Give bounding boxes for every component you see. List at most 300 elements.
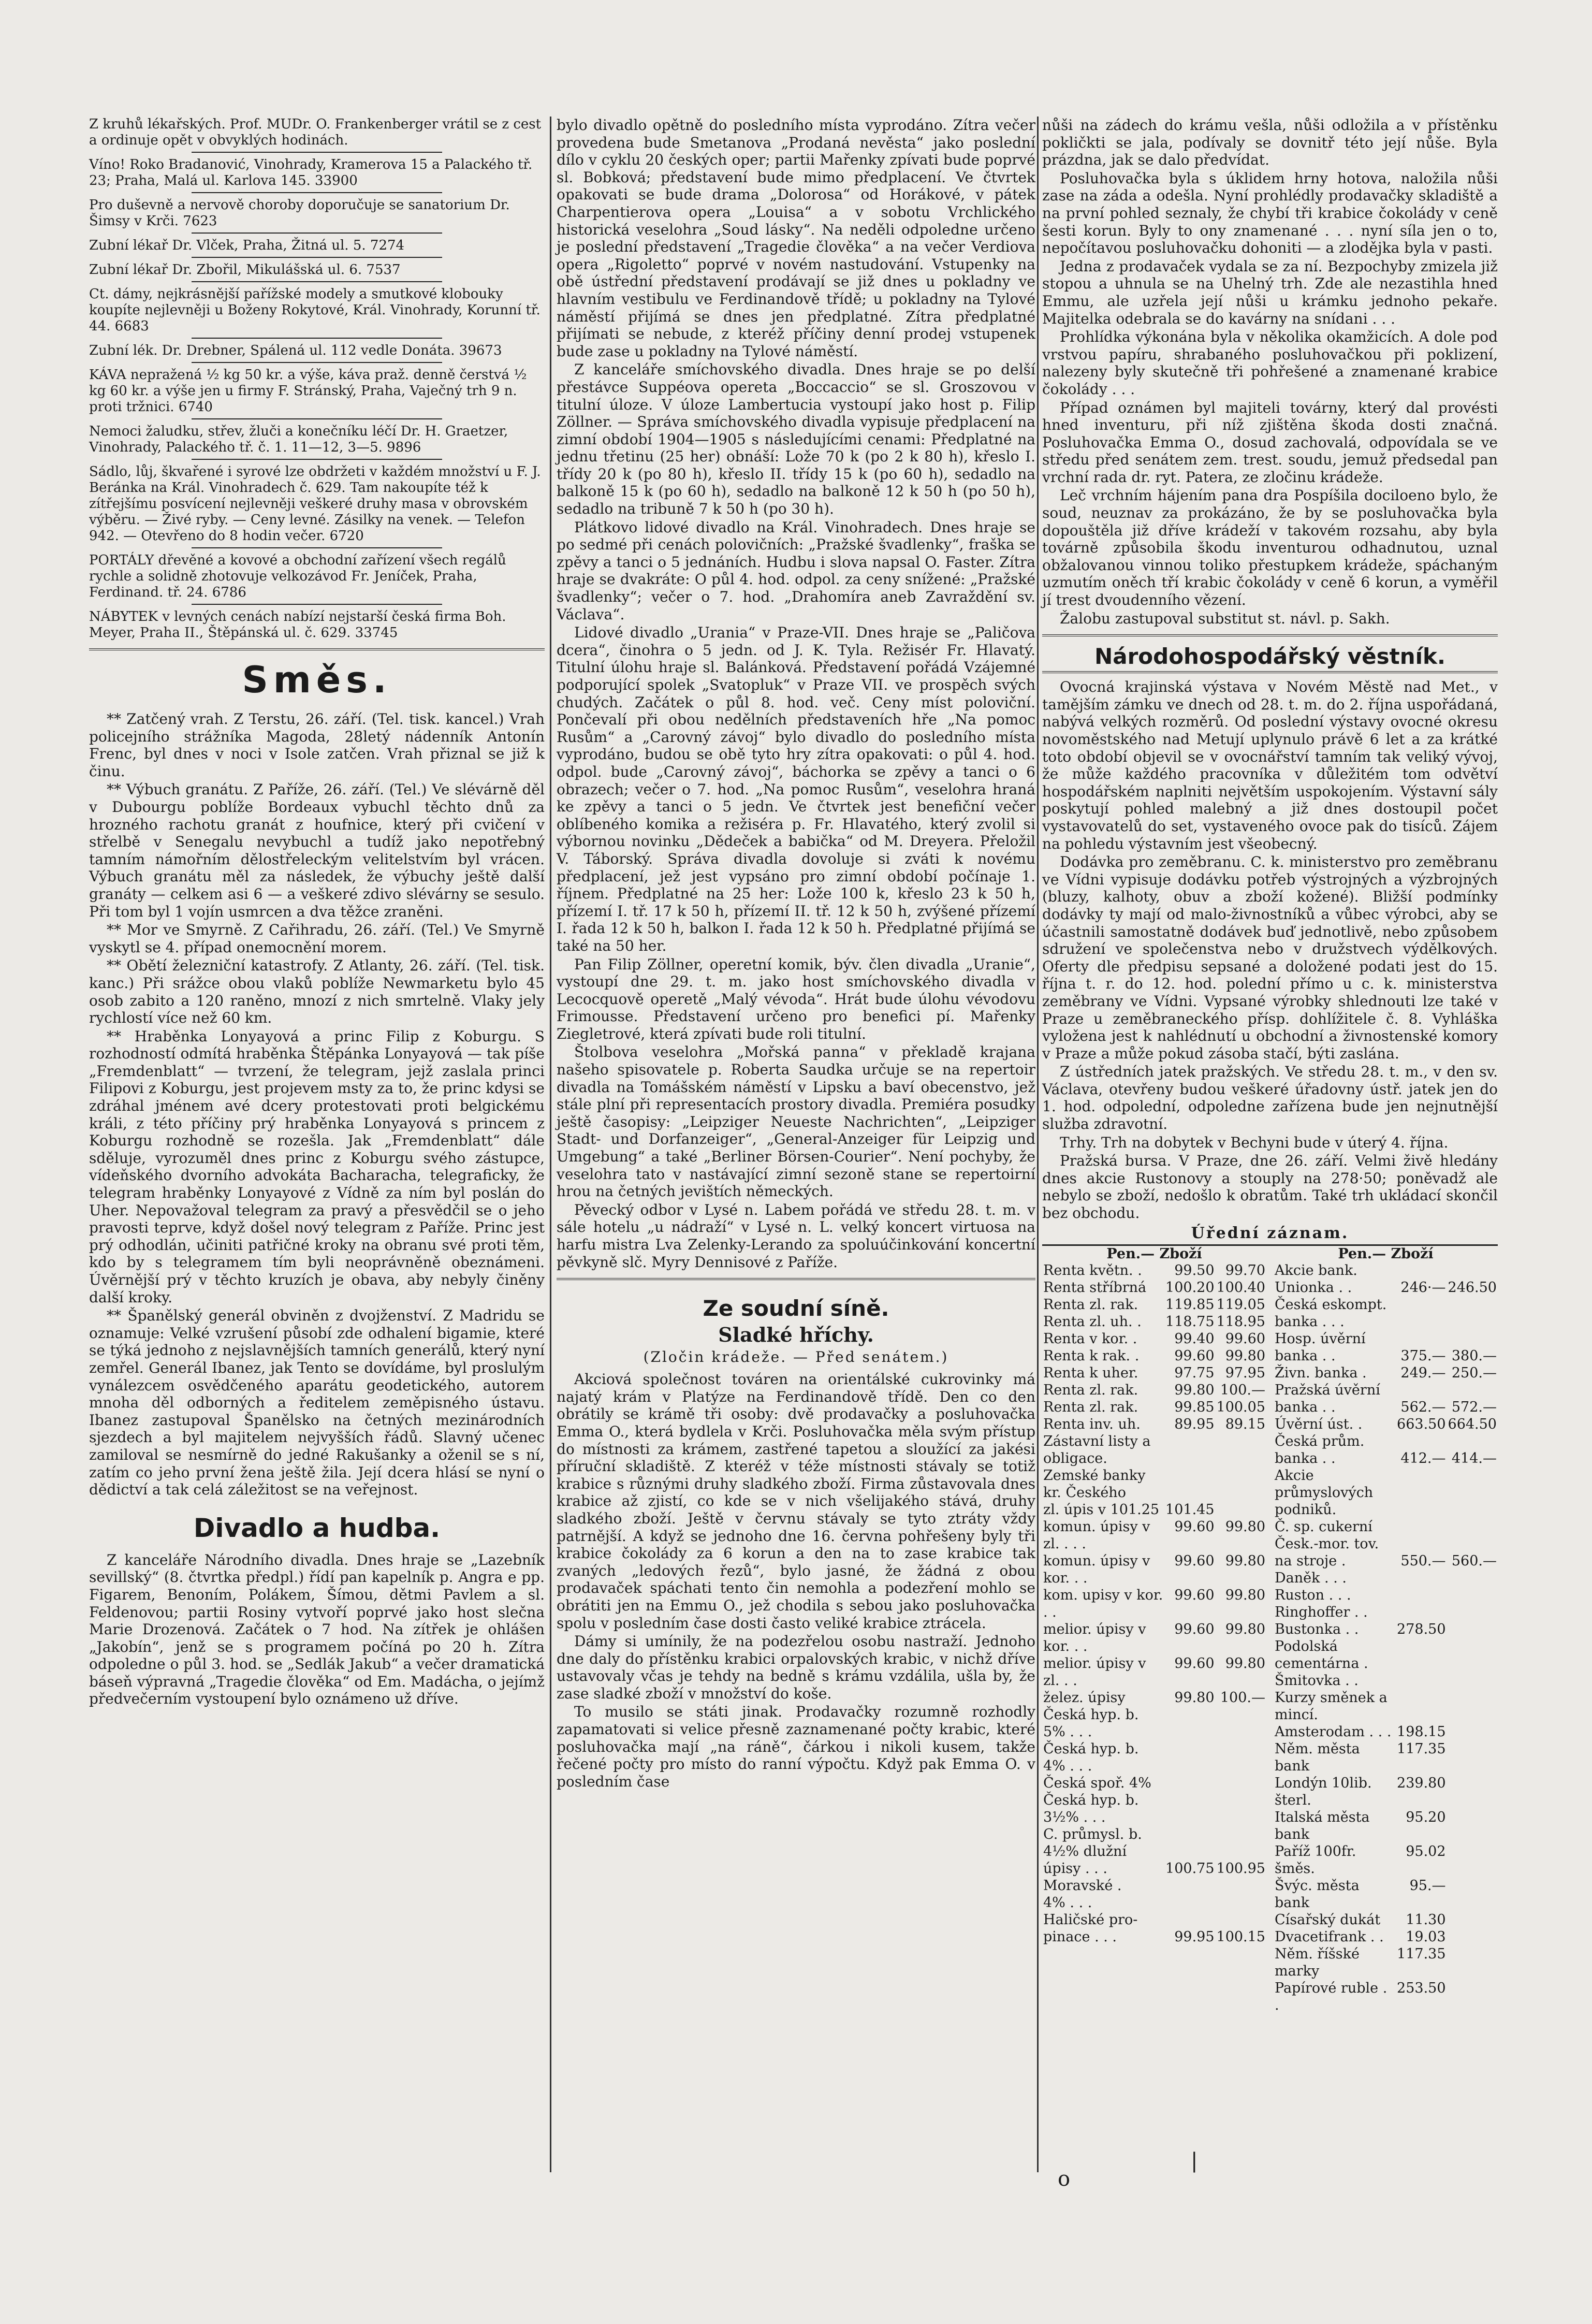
kurs-cell: 253.50 xyxy=(1397,1980,1446,1996)
kurs-row xyxy=(1274,1416,1498,1433)
kurs-cell: 572.— xyxy=(1451,1399,1497,1415)
kurs-row xyxy=(1274,1433,1498,1450)
kurs-cell: Renta v kor. . xyxy=(1043,1330,1137,1347)
kurs-cell: 99.80 xyxy=(1174,1689,1215,1706)
kurs-row xyxy=(1042,1757,1266,1775)
kurs-cell xyxy=(1164,1467,1215,1501)
kurs-cell xyxy=(1396,1467,1447,1518)
ad-sadlo: Sádlo, lůj, škvařené i syrové lze obdržeti v každém množství u F. J. Beránka na Král. Vinohradech č. 629. Tam nakoupíte též k zítřejšímu posvícení nejlevněji veškeré druhy masa v obrovském výběru. — Živé ryby. — Ceny levné. Zásilky na venek. — Telefon 942. — Otevřeno do 8 hodin večer. 6720 xyxy=(89,464,541,544)
section-title-divadlo: Divadlo a hudba. xyxy=(193,1513,441,1543)
kurs-cell: Něm. říšské marky xyxy=(1275,1945,1360,1979)
kurs-cell: 99.80 xyxy=(1225,1518,1265,1535)
article-soud-p7: Případ oznámen byl majiteli továrny, který dal provésti hned inventuru, při níž zjištěna škoda dosti značná. Posluhovačka Emma O., dosud zachovalá, odpovídala se ve středu před senátem zem. trest. soudu, jemuž předsedal pan vrchní rada dr. ryt. Patera, ze zločinu krádeže. xyxy=(1042,399,1498,486)
kurs-cell xyxy=(1216,1826,1266,1843)
kurs-cell: 99.80 xyxy=(1225,1552,1265,1569)
kurs-cell: Bustonka . . xyxy=(1275,1621,1359,1637)
article-soud-p9: Žalobu zastupoval substitut st. návl. p. Sakh. xyxy=(1060,609,1390,627)
kurs-row xyxy=(1042,1313,1266,1330)
kurs-cell: 97.95 xyxy=(1225,1364,1265,1381)
kurs-cell: 560.— xyxy=(1451,1552,1497,1569)
kurs-cell: Česká hyp. b. xyxy=(1043,1740,1139,1757)
kurs-cell: 100.— xyxy=(1220,1689,1265,1706)
article-zollner: Pan Filip Zöllner, operetní komik, býv. člen divadla „Uranie“, vystoupí dne 29. t. m. jako host smíchovského divadla v Lecocquově operetě „Malý vévoda“. Hrát bude úlohu vévodovu Frimousse. Představení určeno pro benefici pí. Mařenky Ziegletrové, která zpívati bude roli titulní. xyxy=(557,955,1035,1042)
kurs-cell: 100.95 xyxy=(1216,1860,1265,1877)
article-spanelsky-general: ** Španělský generál obviněn z dvojženství. Z Madridu se oznamuje: Velké vzrušení působí zde odhalení bigamie, které se týká jednoho z nejslavnějších tamních generálů, který nyní zemřel. Generál Ibanez, jak Tento se dovídáme, byl proslulým vynálezcem osvědčeného aparátu geodetického, autorem mnoha děl odborných a ředitelem zeměpisného ústavu. Ibanez zastupoval Španělsko na četných mezinárodních sjezdech a byl majitelem nejvyšších řádů. Slavný učenec zamiloval se nesmírně do jedné Rakušanky a oženil se s ní, zatím co jeho první žena ještě žila. Její dcera hlásí se nyní o dědictví a tak celá záležitost se na veřejnost. xyxy=(89,1307,545,1499)
kurs-row xyxy=(1274,1638,1498,1672)
ad-damy: Ct. dámy, nejkrásnější pařížské modely a smutkové klobouky koupíte nejlevněji u Boženy Rokytové, Král. Vinohrady, Korunní tř. 44. 6683 xyxy=(89,286,541,334)
kurs-row xyxy=(1042,1706,1266,1723)
kurs-cell xyxy=(1216,1843,1266,1860)
kurs-cell: Renta k uher. xyxy=(1043,1364,1138,1381)
kurs-row xyxy=(1042,1809,1266,1826)
kurs-row xyxy=(1042,1518,1266,1552)
kurs-cell: 99.50 xyxy=(1174,1262,1215,1279)
kurs-cell xyxy=(1164,1706,1215,1723)
kurs-cell xyxy=(1447,1945,1498,1980)
kurs-cell xyxy=(1447,1775,1498,1809)
kurs-cell: 101.45 xyxy=(1165,1501,1215,1518)
kurs-row xyxy=(1042,1433,1266,1467)
kurs-cell xyxy=(1216,1775,1266,1792)
kurs-cell: Renta zl. uh. . xyxy=(1043,1313,1142,1330)
kurs-cell xyxy=(1447,1518,1498,1535)
kurs-row xyxy=(1274,1928,1498,1945)
kurs-cell xyxy=(1447,1689,1498,1723)
kurs-cell: 550.— xyxy=(1400,1552,1446,1569)
kurs-cell: 99.60 xyxy=(1174,1587,1215,1603)
kurs-row xyxy=(1274,1621,1498,1638)
advertisements xyxy=(89,117,545,641)
kurs-row xyxy=(1274,1911,1498,1928)
kurs-cell xyxy=(1447,1621,1498,1638)
kurs-cell: 99.80 xyxy=(1174,1382,1215,1398)
kurs-cell xyxy=(1216,1911,1266,1928)
kurs-cell xyxy=(1447,1740,1498,1775)
kurs-cell xyxy=(1164,1775,1215,1792)
kurs-cell xyxy=(1216,1757,1266,1775)
kurs-cell xyxy=(1164,1723,1215,1740)
kurs-cell: 99.80 xyxy=(1225,1587,1265,1603)
kurs-cell: Akcie bank. xyxy=(1275,1262,1357,1279)
kurs-cell: Renta květn. . xyxy=(1043,1262,1142,1279)
kurs-cell: 95.20 xyxy=(1406,1809,1446,1825)
kurs-cell: Hosp. úvěrní xyxy=(1275,1330,1366,1347)
article-soud-p6: Prohlídka výkonána byla v několika okamžicích. A dole pod vrstvou papíru, shrabaného posluhovačkou při poklizení, nalezeny byly skutečně tři pohřešené a znamenané krabice čokolády . . . xyxy=(1042,328,1498,398)
kurs-row xyxy=(1274,1330,1498,1347)
kurs-row xyxy=(1042,1587,1266,1621)
kurs-cell: 100.05 xyxy=(1216,1399,1265,1415)
kurs-row xyxy=(1274,1535,1498,1552)
kurs-row xyxy=(1042,1689,1266,1706)
kurs-row xyxy=(1042,1501,1266,1518)
article-pevecky-odbor: Pěvecký odbor v Lysé n. Labem pořádá ve středu 28. t. m. v sále hotelu „u nádraží“ v Lysé n. L. velký koncert virtuosa na harfu mistra Lva Zelenky-Lerando za spoluúčinkování koncertní pěvkyně slč. Myry Dennisové z Paříže. xyxy=(557,1201,1035,1271)
kurs-cell: Šmitovka . . xyxy=(1275,1672,1359,1689)
kurs-cell: Amsterodam . . . xyxy=(1275,1723,1392,1740)
kurs-cell xyxy=(1216,1792,1266,1809)
kurs-cell: 100.— xyxy=(1220,1382,1265,1398)
kurs-cell xyxy=(1447,1843,1498,1877)
kurs-cell xyxy=(1396,1296,1447,1313)
kurs-cell xyxy=(1396,1518,1447,1535)
kurs-cell xyxy=(1447,1638,1498,1672)
kurs-row xyxy=(1274,1587,1498,1604)
kurs-row xyxy=(1042,1262,1266,1279)
kurs-cell xyxy=(1396,1570,1447,1587)
kurs-cell xyxy=(1396,1638,1447,1672)
kurs-row xyxy=(1274,1980,1498,2014)
column-1 xyxy=(89,117,545,1709)
kurs-cell: na stroje . xyxy=(1275,1552,1346,1569)
kurs-cell: Něm. města bank xyxy=(1275,1740,1360,1774)
kurs-row xyxy=(1274,1689,1498,1723)
column-3 xyxy=(1042,117,1498,2014)
kurs-cell: 99.60 xyxy=(1174,1655,1215,1672)
kurs-cell: 99.60 xyxy=(1174,1621,1215,1637)
kurs-cell: Unionka . . xyxy=(1275,1279,1352,1296)
article-zatceny-vrah: ** Zatčený vrah. Z Terstu, 26. září. (Tel. tisk. kancel.) Vrah policejního strážníka Magoda, 28letý nádenník Antonín Frenc, byl dnes v noci v Isole zatčen. Vrah přiznal se již k činu. xyxy=(89,710,545,780)
kurs-row xyxy=(1042,1826,1266,1843)
kurs-row xyxy=(1042,1792,1266,1809)
kurs-cell xyxy=(1396,1672,1447,1689)
kurs-cell xyxy=(1396,1587,1447,1604)
kurs-cell: 99.85 xyxy=(1174,1399,1215,1415)
kurs-cell: Londýn 10lib. šterl. xyxy=(1275,1775,1372,1808)
kurs-cell: 89.15 xyxy=(1225,1416,1265,1432)
kurs-cell: melior. úpisy v kor. . . xyxy=(1043,1621,1146,1654)
kurs-cell: Paříž 100fr. šměs. xyxy=(1275,1843,1356,1877)
kurs-cell: C. průmysl. b. xyxy=(1043,1826,1142,1842)
article-jatka: Z ústředních jatek pražských. Ve středu 28. t. m., v den sv. Václava, otevřeny budou veškeré úřadovny ústř. jatek jen do 1. hod. odpolední, odpoledne zařízena bude jen nejnutnější služba zdravotní. xyxy=(1042,1063,1498,1133)
kurs-row xyxy=(1274,1672,1498,1689)
article-title-sladke-hrichy: Sladké hříchy. xyxy=(718,1323,874,1347)
kurs-cell: 119.85 xyxy=(1165,1296,1215,1313)
ink-mark: | xyxy=(1191,2149,1198,2173)
ad-nabytek: NÁBYTEK v levných cenách nabízí nejstarší česká firma Boh. Meyer, Praha II., Štěpánská ul. č. 629. 33745 xyxy=(89,609,506,641)
article-soud-p3: To musilo se státi jinak. Prodavačky rozumně rozhodly zapamatovati si velice přesně zaznamenané počty krabic, které posluhovačka mají „na ráně“, čárkou i nikoli kusem, takže řečené počty pro místo do ranní výpočtu. Když pak Emma O. v posledním čase xyxy=(557,1703,1035,1790)
kurs-cell xyxy=(1164,1757,1215,1775)
kurs-cell xyxy=(1216,1740,1266,1757)
kurs-row xyxy=(1274,1775,1498,1809)
column-divider xyxy=(550,117,551,2172)
kurs-tables xyxy=(1042,1244,1498,2014)
kurs-cell: 562.— xyxy=(1400,1399,1446,1415)
kurs-cell: Akcie průmyslových podniků. xyxy=(1275,1467,1374,1518)
kurs-cell xyxy=(1164,1792,1215,1809)
kurs-row xyxy=(1042,1399,1266,1416)
kurs-row xyxy=(1274,1364,1498,1382)
kurs-row xyxy=(1274,1467,1498,1518)
kurs-cell: banka . . xyxy=(1275,1450,1336,1466)
kurs-cell: 19.03 xyxy=(1406,1928,1446,1945)
kurs-cell: 380.— xyxy=(1451,1347,1497,1364)
kurs-cell xyxy=(1447,1587,1498,1604)
kurs-cell xyxy=(1396,1689,1447,1723)
section-title-narodohospodarsky: Národohospodářský věstník. xyxy=(1094,644,1445,670)
kurs-cell xyxy=(1447,1570,1498,1587)
kurs-cell: 375.— xyxy=(1400,1347,1446,1364)
kurs-cell xyxy=(1164,1826,1215,1843)
kurs-cell xyxy=(1447,1672,1498,1689)
kurs-cell xyxy=(1447,1980,1498,2014)
section-title-smes: Směs. xyxy=(242,659,392,701)
ad-drebner: Zubní lék. Dr. Drebner, Spálená ul. 112 vedle Donáta. 39673 xyxy=(89,343,502,358)
ad-kava: KÁVA nepražená ½ kg 50 kr. a výše, káva praž. denně čerstvá ½ kg 60 kr. a výše jen u firmy F. Stránský, Praha, Vaječný trh 9 n. proti tržnici. 6740 xyxy=(89,367,527,415)
kurs-cell: 117.35 xyxy=(1397,1945,1446,1962)
kurs-row xyxy=(1274,1723,1498,1740)
kurs-cell: Renta inv. uh. xyxy=(1043,1416,1141,1432)
kurs-row xyxy=(1042,1552,1266,1587)
kurs-cell: Švýc. města bank xyxy=(1275,1877,1360,1911)
kurs-cell: pinace . . . xyxy=(1043,1928,1117,1945)
article-mor-smyrna: ** Mor ve Smyrně. Z Cařihradu, 26. září. (Tel.) Ve Smyrně vyskytl se 4. případ onemocnění morem. xyxy=(89,921,545,956)
kurs-cell: 11.30 xyxy=(1406,1911,1446,1928)
kurs-cell xyxy=(1447,1809,1498,1843)
article-ovocna-vystava: Ovocná krajinská výstava v Novém Městě nad Met., v tamějším zámku ve dnech od 28. t. m. do 2. října uspořádaná, nabývá velkých rozměrů. Od poslední výstavy ovocné okresu novoměstského nad Metují uplynulo právě 6 let a za krátké toto období objevil se v ovocnářství tamním tak veliký vývoj, že může každého pracovníka v důležitém tom odvětví hospodářském naplniti největším uspokojením. Výstavní sály poskytují pohled malebný a již dnes dostoupil počet vystavovatelů do set, vystaveného ovoce pak do tisíců. Zájem na pohledu výstavním jest všeobecný. xyxy=(1042,678,1498,852)
kurs-cell: 118.95 xyxy=(1216,1313,1265,1330)
kurs-cell xyxy=(1447,1330,1498,1347)
kurs-cell xyxy=(1396,1604,1447,1621)
kurs-cell: Dvacetifrank . . xyxy=(1275,1928,1384,1945)
kurs-cell xyxy=(1216,1706,1266,1723)
kurs-cell xyxy=(1396,1313,1447,1330)
kurs-cell: 4½% dlužní xyxy=(1043,1843,1127,1860)
kurs-cell xyxy=(1164,1894,1215,1911)
kurs-cell: 97.75 xyxy=(1174,1364,1215,1381)
kurs-cell xyxy=(1447,1262,1498,1279)
kurs-row xyxy=(1042,1279,1266,1296)
article-soud-cont: nůši na zádech do krámu vešla, nůši odložila a v přístěnku pokličkti se jala, podívaly se dovnitř této její nůše. Byla prázdna, jak se dalo předvídat. xyxy=(1042,117,1498,169)
kurs-cell: 249.— xyxy=(1400,1364,1446,1381)
kurs-cell xyxy=(1396,1433,1447,1450)
ad-zubni-vlcek: Zubní lékař Dr. Vlček, Praha, Žitná ul. 5. 7274 xyxy=(89,238,405,253)
kurs-cell: Česká hyp. b. xyxy=(1043,1706,1139,1723)
kurs-row xyxy=(1274,1604,1498,1621)
kurs-cell: komun. úpisy v kor. . . xyxy=(1043,1552,1150,1586)
kurs-cell: 99.80 xyxy=(1225,1655,1265,1672)
article-narodni-divadlo: Z kanceláře Národního divadla. Dnes hraje se „Lazebník sevillský“ (8. čtvrtka předpl.) řídí pan kapelník p. Angra e pp. Figarem, Benoním, Polákem, Šímou, dětmi Pavlem a sl. Feldenovou; partii Rosiny vytvoří poprvé jako host slečna Marie Drozenová. Začátek o 7 hod. Na zítřek je ohlášen „Jakobín“, jenž se s programem počíná po 20 h. Zítra odpoledne o půl 3. hod. se „Sedlák Jakub“ a večer dramatická báseň výpravná „Tragedie člověka“ od Em. Madácha, o jejímž předvečerním vystoupení bylo oznámeno už dříve. xyxy=(89,1551,545,1708)
kurs-cell: Renta zl. rak. xyxy=(1043,1382,1138,1398)
kurs-cell xyxy=(1164,1911,1215,1928)
article-subtitle: (Zločin krádeže. — Před senátem.) xyxy=(643,1348,949,1366)
kurs-cell xyxy=(1447,1535,1498,1552)
kurs-cell: 99.60 xyxy=(1225,1330,1265,1347)
kurs-row xyxy=(1274,1347,1498,1364)
kurs-row xyxy=(1274,1296,1498,1313)
article-smichovske-divadlo: Z kanceláře smíchovského divadla. Dnes hraje se po delší přestávce Suppéova opereta „Boccaccio“ se sl. Groszovou v titulní úloze. V úloze Lambertucia vystoupí jako host p. Filip Zöllner. — Správa smíchovského divadla vypisuje předplacení na zimní období 1904—1905 s následujícími cenami: Předplatné na jednu třetinu (25 her) obnáší: Lože 70 k (po 2 k 80 h), křeslo I. třídy 20 k (po 80 h), křeslo II. třídy 15 k (po 60 h), sedadlo na balkoně 15 k (po 60 h), sedadlo na balkoně 12 k 50 h (po 50 h), sedadlo na tribuně 7 k 50 h (po 30 h). xyxy=(557,361,1035,518)
kurs-cell: 412.— xyxy=(1400,1450,1446,1466)
kurs-cell: Zástavní listy a obligace. xyxy=(1043,1433,1151,1466)
kurs-cell xyxy=(1164,1740,1215,1757)
article-prazska-bursa: Pražská bursa. V Praze, dne 26. září. Velmi živě hledány dnes akcie Rustonovy a stouply na 278·50; poněvadž ale nebylo se zboží, nedošlo k obratům. Také trh ukládací skončil bez obchodu. xyxy=(1042,1152,1498,1222)
kurs-title: Úřední záznam. xyxy=(1191,1224,1349,1242)
kurs-cell: Česká eskompt. xyxy=(1275,1296,1387,1313)
kurs-cell: Zemské banky kr. Českého xyxy=(1043,1467,1146,1501)
kurs-cell: Česká prům. xyxy=(1275,1433,1365,1449)
kurs-row xyxy=(1042,1330,1266,1347)
kurs-row xyxy=(1274,1809,1498,1843)
article-trhy: Trhy. Trh na dobytek v Bechyni bude v úterý 4. října. xyxy=(1060,1134,1449,1151)
kurs-cell: 663.50 xyxy=(1397,1416,1446,1432)
kurs-cell: melior. úpisy v zl. . . xyxy=(1043,1655,1146,1689)
article-lonyayova: ** Hraběnka Lonyayová a princ Filip z Koburgu. S rozhodností odmítá hraběnka Štěpánka Lonyayová — tak píše „Fremdenblatt“ — tvrzení, že telegram, jejž zaslala princi Filipovi z Koburgu, jest projevem msty za to, že princ kdysi se zdráhal jménem avé dcery protestovati proti belgickému králi, z této příčiny prý hraběnka Lonyayová s princem z Koburgu rozhodně se rozešla. Jak „Fremdenblatt“ dále sděluje, vyrozuměl dnes princ z Koburgu svého zástupce, vídeňského dvorního advokáta Bacharacha, telegraficky, že telegram hraběnky Lonyayové z Vídně za ním byl poslán do Uher. Nepovažoval telegram za pravý a přesvědčil se o jeho pravosti teprve, když došel nový telegram z Paříže. Princ jest prý odhodlán, učiniti patřičné kroky na obranu své proti těm, kdo by s telegramem tím byli neoprávněně obeznámeni. Úvěrnější prý v těchto kruzích je obava, aby nebyly činěny další kroky. xyxy=(89,1027,545,1306)
ad-graetzer: Nemoci žaludku, střev, žluči a konečníku léčí Dr. H. Graetzer, Vinohrady, Palackého tř. č. 1. 11—12, 3—5. 9896 xyxy=(89,424,508,455)
kurs-left-head: Pen.— Zboží xyxy=(1106,1245,1202,1262)
kurs-cell: 99.60 xyxy=(1174,1518,1215,1535)
kurs-cell: Kurzy směnek a mincí. xyxy=(1275,1689,1387,1723)
kurs-cell xyxy=(1447,1382,1498,1399)
article-plotkovo-divadlo: Plátkovo lidové divadlo na Král. Vinohradech. Dnes hraje se po sedmé při cenách polovičních: „Pražské švadlenky“, fraška se zpěvy a tanci o 5 jednáních. Hudbu i slova napsal O. Faster. Zítra hraje se dvakráte: O půl 4. hod. odpol. za ceny snížené: „Pražské švadlenky“; večer o 7. hod. „Drahomíra aneb Zavraždění sv. Václava“. xyxy=(557,518,1035,623)
kurs-row xyxy=(1274,1279,1498,1296)
kurs-row xyxy=(1274,1262,1498,1279)
kurs-cell: Daněk . . . xyxy=(1275,1570,1347,1586)
kurs-cell: 250.— xyxy=(1451,1364,1497,1381)
kurs-cell: Ruston . . . xyxy=(1275,1587,1351,1603)
kurs-cell: Italská města bank xyxy=(1275,1809,1370,1842)
kurs-row xyxy=(1042,1723,1266,1740)
kurs-cell: 118.75 xyxy=(1165,1313,1215,1330)
column-2 xyxy=(557,117,1035,1791)
kurs-cell: banka . . . xyxy=(1275,1313,1345,1330)
kurs-cell xyxy=(1216,1723,1266,1740)
kurs-cell: 100.20 xyxy=(1165,1279,1215,1296)
ad-vino: Víno! Roko Bradanović, Vinohrady, Kramerova 15 a Palackého tř. 23; Praha, Malá ul. Karlova 145. 33900 xyxy=(89,157,533,188)
ad-zubni-zboril: Zubní lékař Dr. Zbořil, Mikulášská ul. 6. 7537 xyxy=(89,262,401,278)
kurs-row xyxy=(1274,1552,1498,1570)
ad-nervove: Pro duševně a nervově choroby doporučuje se sanatorium Dr. Šimsy v Krči. 7623 xyxy=(89,197,510,229)
article-vybuch-granatu: ** Výbuch granátu. Z Paříže, 26. září. (Tel.) Ve slévárně děl v Dubourgu poblíže Bordeaux vybuchl těchto dnů za hrozného rachotu granát z houfnice, který při cvičení v střelbě v Senegalu nevybuchl a tudíž jako nepotřebný tamním námořním dělostřeleckým velitelstvím byl vrácen. Výbuch granátu měl za následek, že výbuchy ještě další granáty — celkem asi 6 — a veškeré zdivo slévárny se sesulo. Při tom byl 1 vojín usmrcen a dva těžce zraněni. xyxy=(89,781,545,920)
ad-portaly: PORTÁLY dřevěné a kovové a obchodní zařízení všech regálů rychle a solidně zhotovuje velkozávod Fr. Jeníček, Praha, Ferdinand. tř. 24. 6786 xyxy=(89,553,506,600)
kurs-row xyxy=(1042,1911,1266,1928)
kurs-row xyxy=(1042,1364,1266,1382)
kurs-cell xyxy=(1396,1330,1447,1347)
kurs-cell: kom. upisy v kor. . . xyxy=(1043,1587,1163,1620)
kurs-cell xyxy=(1447,1877,1498,1911)
kurs-cell: 117.35 xyxy=(1397,1740,1446,1757)
kurs-cell: Moravské . xyxy=(1043,1877,1122,1894)
article-morska-panna: Štolbova veselohra „Mořská panna“ v překladě krajana našeho spisovatele p. Roberta Saudka určuje se na repertoir divadla na Tomášském náměstí v Lipsku a baví obecenstvo, jež stále plní při representacích prostory divadla. Premiéra posudky ještě časopisy: „Leipziger Neueste Nachrichten“, „Leipziger Stadt- und Dorfanzeiger“, „General-Anzeiger für Leipzig und Umgebung“ a také „Berliner Börsen-Courier“. Není pochyby, že veselohra tato v nastávající zimní sezoně stane se repertoirní hrou na četných jevištích německých. xyxy=(557,1043,1035,1200)
kurs-row xyxy=(1274,1877,1498,1911)
kurs-cell xyxy=(1447,1928,1498,1945)
kurs-cell: 4% . . . xyxy=(1043,1894,1092,1911)
article-soud-p5: Jedna z prodavaček vydala se za ní. Bezpochyby zmizela již stopou a uhnula se na Uhelný trh. Zde ale nezastihla hned Emmu, ale uzřela její nůši u krámku jednoho pekaře. Majitelka odebrala se do kavárny na snídani . . . xyxy=(1042,257,1498,327)
kurs-cell: úpisy . . . xyxy=(1043,1860,1107,1877)
kurs-row xyxy=(1042,1467,1266,1501)
kurs-row xyxy=(1042,1894,1266,1911)
kurs-cell xyxy=(1447,1467,1498,1518)
kurs-cell: Renta zl. rak. xyxy=(1043,1296,1138,1313)
kurs-cell xyxy=(1216,1809,1266,1826)
kurs-cell: Renta stříbrná xyxy=(1043,1279,1147,1296)
kurs-row xyxy=(1042,1740,1266,1757)
article-divadlo-cont: bylo divadlo opětně do posledního místa vyprodáno. Zítra večer provedena bude Smetanova „Prodaná nevěsta“ jako poslední dílo v cyklu 20 českých oper; partii Mařenky zpívati bude poprvé sl. Bobková; představení bude mimo předplacení. Ve čtvrtek opakovati se bude drama „Dolorosa“ od Horákové, v pátek Charpentierova opera „Louisa“ a v sobotu Vrchlického historická veselohra „Soud lásky“. Na neděli odpoledne určeno je poslední představení „Tragedie člověka“ a na večer Verdiova opera „Rigoletto“ poprvé v novém nastudování. Vstupenky na obě ústřední představení prodávají se již dnes u pokladny ve hlavním vestibulu ve Ferdinandově třídě; u pokladny na Tylové náměstí přijímá se dnes jen předplatné. Zítra předplatné přijímati se nebude, z kteréž příčiny denní prodej vstupenek bude zase u pokladny na Tylové náměstí. xyxy=(557,117,1035,360)
kurs-cell: 100.75 xyxy=(1165,1860,1215,1877)
kurs-cell: Císařský dukát xyxy=(1275,1911,1381,1928)
kurs-row xyxy=(1274,1740,1498,1775)
kurs-cell: Živn. banka . xyxy=(1275,1364,1367,1381)
article-urania: Lidové divadlo „Urania“ v Praze-VII. Dnes hraje se „Paličova dcera“, činohra o 5 jedn. od J. K. Tyla. Režisér Fr. Hlavatý. Titulní úlohu hraje sl. Balánková. Představení pořádá Vzájemné podporující spolek „Svatopluk“ v Praze VII. ve prospěch svých chudých. Začátek o půl 8. hod. več. Ceny míst poloviční. Pončevalí při obou nedělních představeních hře „Na pomoc Rusům“ a „Carovný závoj“ bylo divadlo do posledního místa vyprodáno, budou se obě tyto hry zítra opakovati: o půl 4. hod. odpol. bude „Carovný závoj“, báchorka se zpěvy a tanci o 6 obrazech; večer o 7. hod. „Na pomoc Rusům“, veselohra hraná ke zpěvy a tanci o 5 jedn. Ve čtvrtek jest benefiční večer oblíbeného komika a režiséra p. Fr. Hlavatého, který zvolil si výbornou novinku „Dědeček a babička“ od M. Dreyera. Přeložil V. Táborský. Správa divadla dovoluje si zváti k novému předplacení, jež jest vypsáno pro zimní období počínaje 1. říjnem. Předplatné na 25 her: Lože 100 k, křeslo 23 k 50 h, přízemí I. tř. 17 k 50 h, přízemí II. tř. 12 k 50 h, zvýšené přízemí I. řada 12 k 50 h, balkon I. řada 12 k 50 h. Předplatné přijímá se také na 50 her. xyxy=(557,624,1035,954)
kurs-cell xyxy=(1447,1723,1498,1740)
kurs-right-head: Pen.— Zboží xyxy=(1338,1245,1434,1262)
kurs-cell: komun. úpisy v zl. . . . xyxy=(1043,1518,1150,1552)
kurs-cell: 99.60 xyxy=(1174,1347,1215,1364)
kurs-cell: Renta k rak. . xyxy=(1043,1347,1140,1364)
kurs-row xyxy=(1274,1843,1498,1877)
kurs-cell: Česká spoř. 4% xyxy=(1043,1775,1151,1791)
kurs-cell: Ringhoffer . . xyxy=(1275,1604,1368,1620)
kurs-cell: 99.60 xyxy=(1174,1552,1215,1569)
kurs-cell: 246.50 xyxy=(1448,1279,1497,1296)
kurs-cell: 5% . . . xyxy=(1043,1723,1092,1740)
kurs-row xyxy=(1042,1877,1266,1894)
kurs-row xyxy=(1274,1382,1498,1399)
kurs-row xyxy=(1042,1621,1266,1655)
kurs-cell: 246·— xyxy=(1400,1279,1446,1296)
kurs-cell: Č. sp. cukerní xyxy=(1275,1518,1372,1535)
kurs-cell: 99.80 xyxy=(1225,1621,1265,1637)
kurs-cell xyxy=(1216,1894,1266,1911)
kurs-row xyxy=(1274,1313,1498,1330)
kurs-table-right xyxy=(1274,1262,1498,2014)
article-soud-p8: Leč vrchním hájením pana dra Pospíšila dociloeno bylo, že soud, neuznav za prokázáno, že by se posluhovačka byla dopouštěla již dříve krádeží v takovém rozsahu, aby byla továrně způsobila škodu inventurou odhadnutou, uznal obžalovanou vinnou toliko přestupkem krádeže, spáchaným uzmutím oněch tří krabic čokolády v ceně 6 korun, a vyměřil jí trest dvoudenního vězení. xyxy=(1042,487,1498,609)
kurs-row xyxy=(1042,1843,1266,1860)
kurs-cell: Pražská úvěrní xyxy=(1275,1382,1380,1398)
kurs-cell xyxy=(1396,1262,1447,1279)
kurs-cell: 239.80 xyxy=(1397,1775,1446,1791)
kurs-row xyxy=(1274,1518,1498,1535)
kurs-cell xyxy=(1216,1501,1266,1518)
kurs-cell xyxy=(1396,1382,1447,1399)
kurs-row xyxy=(1042,1416,1266,1433)
kurs-row xyxy=(1042,1928,1266,1945)
kurs-cell xyxy=(1164,1809,1215,1826)
article-dodavka-zemebrana: Dodávka pro zeměbranu. C. k. ministerstvo pro zeměbranu ve Vídni vypisuje dodávku potřeb výstrojných a výzbrojných (bluzy, kalhoty, obuv a zboží kožené). Bližší podmínky dodávky ty mají od malo-živnostníků a vůbec výrobci, aby se účastnili samostatně dodávek buď jednotlivě, nebo způsobem sdružení ve společenstva nebo v družstvech výdělkových. Oferty dle předpisu sepsané a doložené podati jest do 15. října t. r. do 12. hod. polední přímo u c. k. ministerstva zeměbrany ve Vídni. Vypsané výrobky shlednouti lze také v Praze u zeměbraneckého přísp. dohlížitele č. 8. Vyhláška vyložena jest k nahlédnutí u obchodní a živnostenské komory v Praze a může pokud zásoba stačí, býti zaslána. xyxy=(1042,853,1498,1062)
column-divider xyxy=(1037,117,1039,2172)
kurs-cell: 100.40 xyxy=(1216,1279,1265,1296)
kurs-cell: želez. úpisy xyxy=(1043,1689,1126,1706)
kurs-cell xyxy=(1164,1433,1215,1467)
kurs-row xyxy=(1042,1775,1266,1792)
kurs-cell: 3½% . . . xyxy=(1043,1809,1106,1825)
kurs-cell: 414.— xyxy=(1451,1450,1497,1466)
article-soud-p2: Dámy si umínily, že na podezřelou osobu nastraží. Jednoho dne daly do přístěnku krabici orpalovských krabic, v nichž dříve ustavovaly včas je tehdy na bedně s krámu vzdálila, ušla by, že zase sladké zboží v množství do koše. xyxy=(557,1633,1035,1702)
kurs-cell xyxy=(1216,1433,1266,1467)
kurs-cell: zl. úpis v 101.25 xyxy=(1043,1501,1160,1518)
kurs-cell xyxy=(1216,1467,1266,1501)
kurs-cell xyxy=(1447,1604,1498,1621)
kurs-cell xyxy=(1396,1535,1447,1552)
kurs-row xyxy=(1042,1655,1266,1689)
ad-frankenberger: Z kruhů lékařských. Prof. MUDr. O. Frankenberger vrátil se z cest a ordinuje opět v obvyklých hodinách. xyxy=(89,117,542,148)
section-title-soudni-sin: Ze soudní síně. xyxy=(703,1296,889,1321)
kurs-cell: 100.15 xyxy=(1216,1928,1265,1945)
kurs-cell xyxy=(1447,1313,1498,1330)
kurs-row xyxy=(1274,1399,1498,1416)
kurs-row xyxy=(1042,1347,1266,1364)
kurs-cell: Česká hyp. b. xyxy=(1043,1792,1139,1808)
kurs-cell: Úvěrní úst. . xyxy=(1275,1416,1363,1432)
kurs-cell: 99.70 xyxy=(1225,1262,1265,1279)
kurs-cell: 95.— xyxy=(1409,1877,1446,1894)
kurs-cell: Podolská cementárna . xyxy=(1275,1638,1368,1672)
kurs-cell: 664.50 xyxy=(1448,1416,1497,1432)
kurs-row xyxy=(1042,1860,1266,1877)
kurs-cell: banka . . xyxy=(1275,1399,1336,1415)
kurs-cell: banka . . xyxy=(1275,1347,1336,1364)
article-soud-p1: Akciová společnost továren na orientálské cukrovinky má najatý krám v Platýze na Ferdinandově třídě. Den co den obrátily se krámě tři osoby: dvě prodavačky a posluhovačka Emma O., která bydlela v Krči. Posluhovačka měla svým přístup do místnosti za krámem, zastřené tapetou a sloužící za jakési příruční skladiště. Z kteréž v téže místnosti stávaly se totiž krabice s různými druhy sladkého zboží. Firma zůstavovala dnes krabice až zjistí, co kde se v nich všelijakého stává, druhy sladkého zboží. Ještě v červnu stávaly se tyto ztráty vždy patrnější. A když se jednoho dne 16. června pohřešeny byly tři krabice čokolády za 6 korun a den na to zase krabice tak zvaných „ledových řezů“, bylo jasné, že žádná z obou prodavaček spáchati tento čin nemohla a podezření mohlo se obrátiti jen na Emmu O., jež chodila s sebou jako posluhovačka spolu v posledním čase dosti často veliké krabice ztrácela. xyxy=(557,1371,1035,1632)
kurs-row xyxy=(1274,1945,1498,1980)
kurs-cell xyxy=(1447,1433,1498,1450)
kurs-row xyxy=(1274,1570,1498,1587)
